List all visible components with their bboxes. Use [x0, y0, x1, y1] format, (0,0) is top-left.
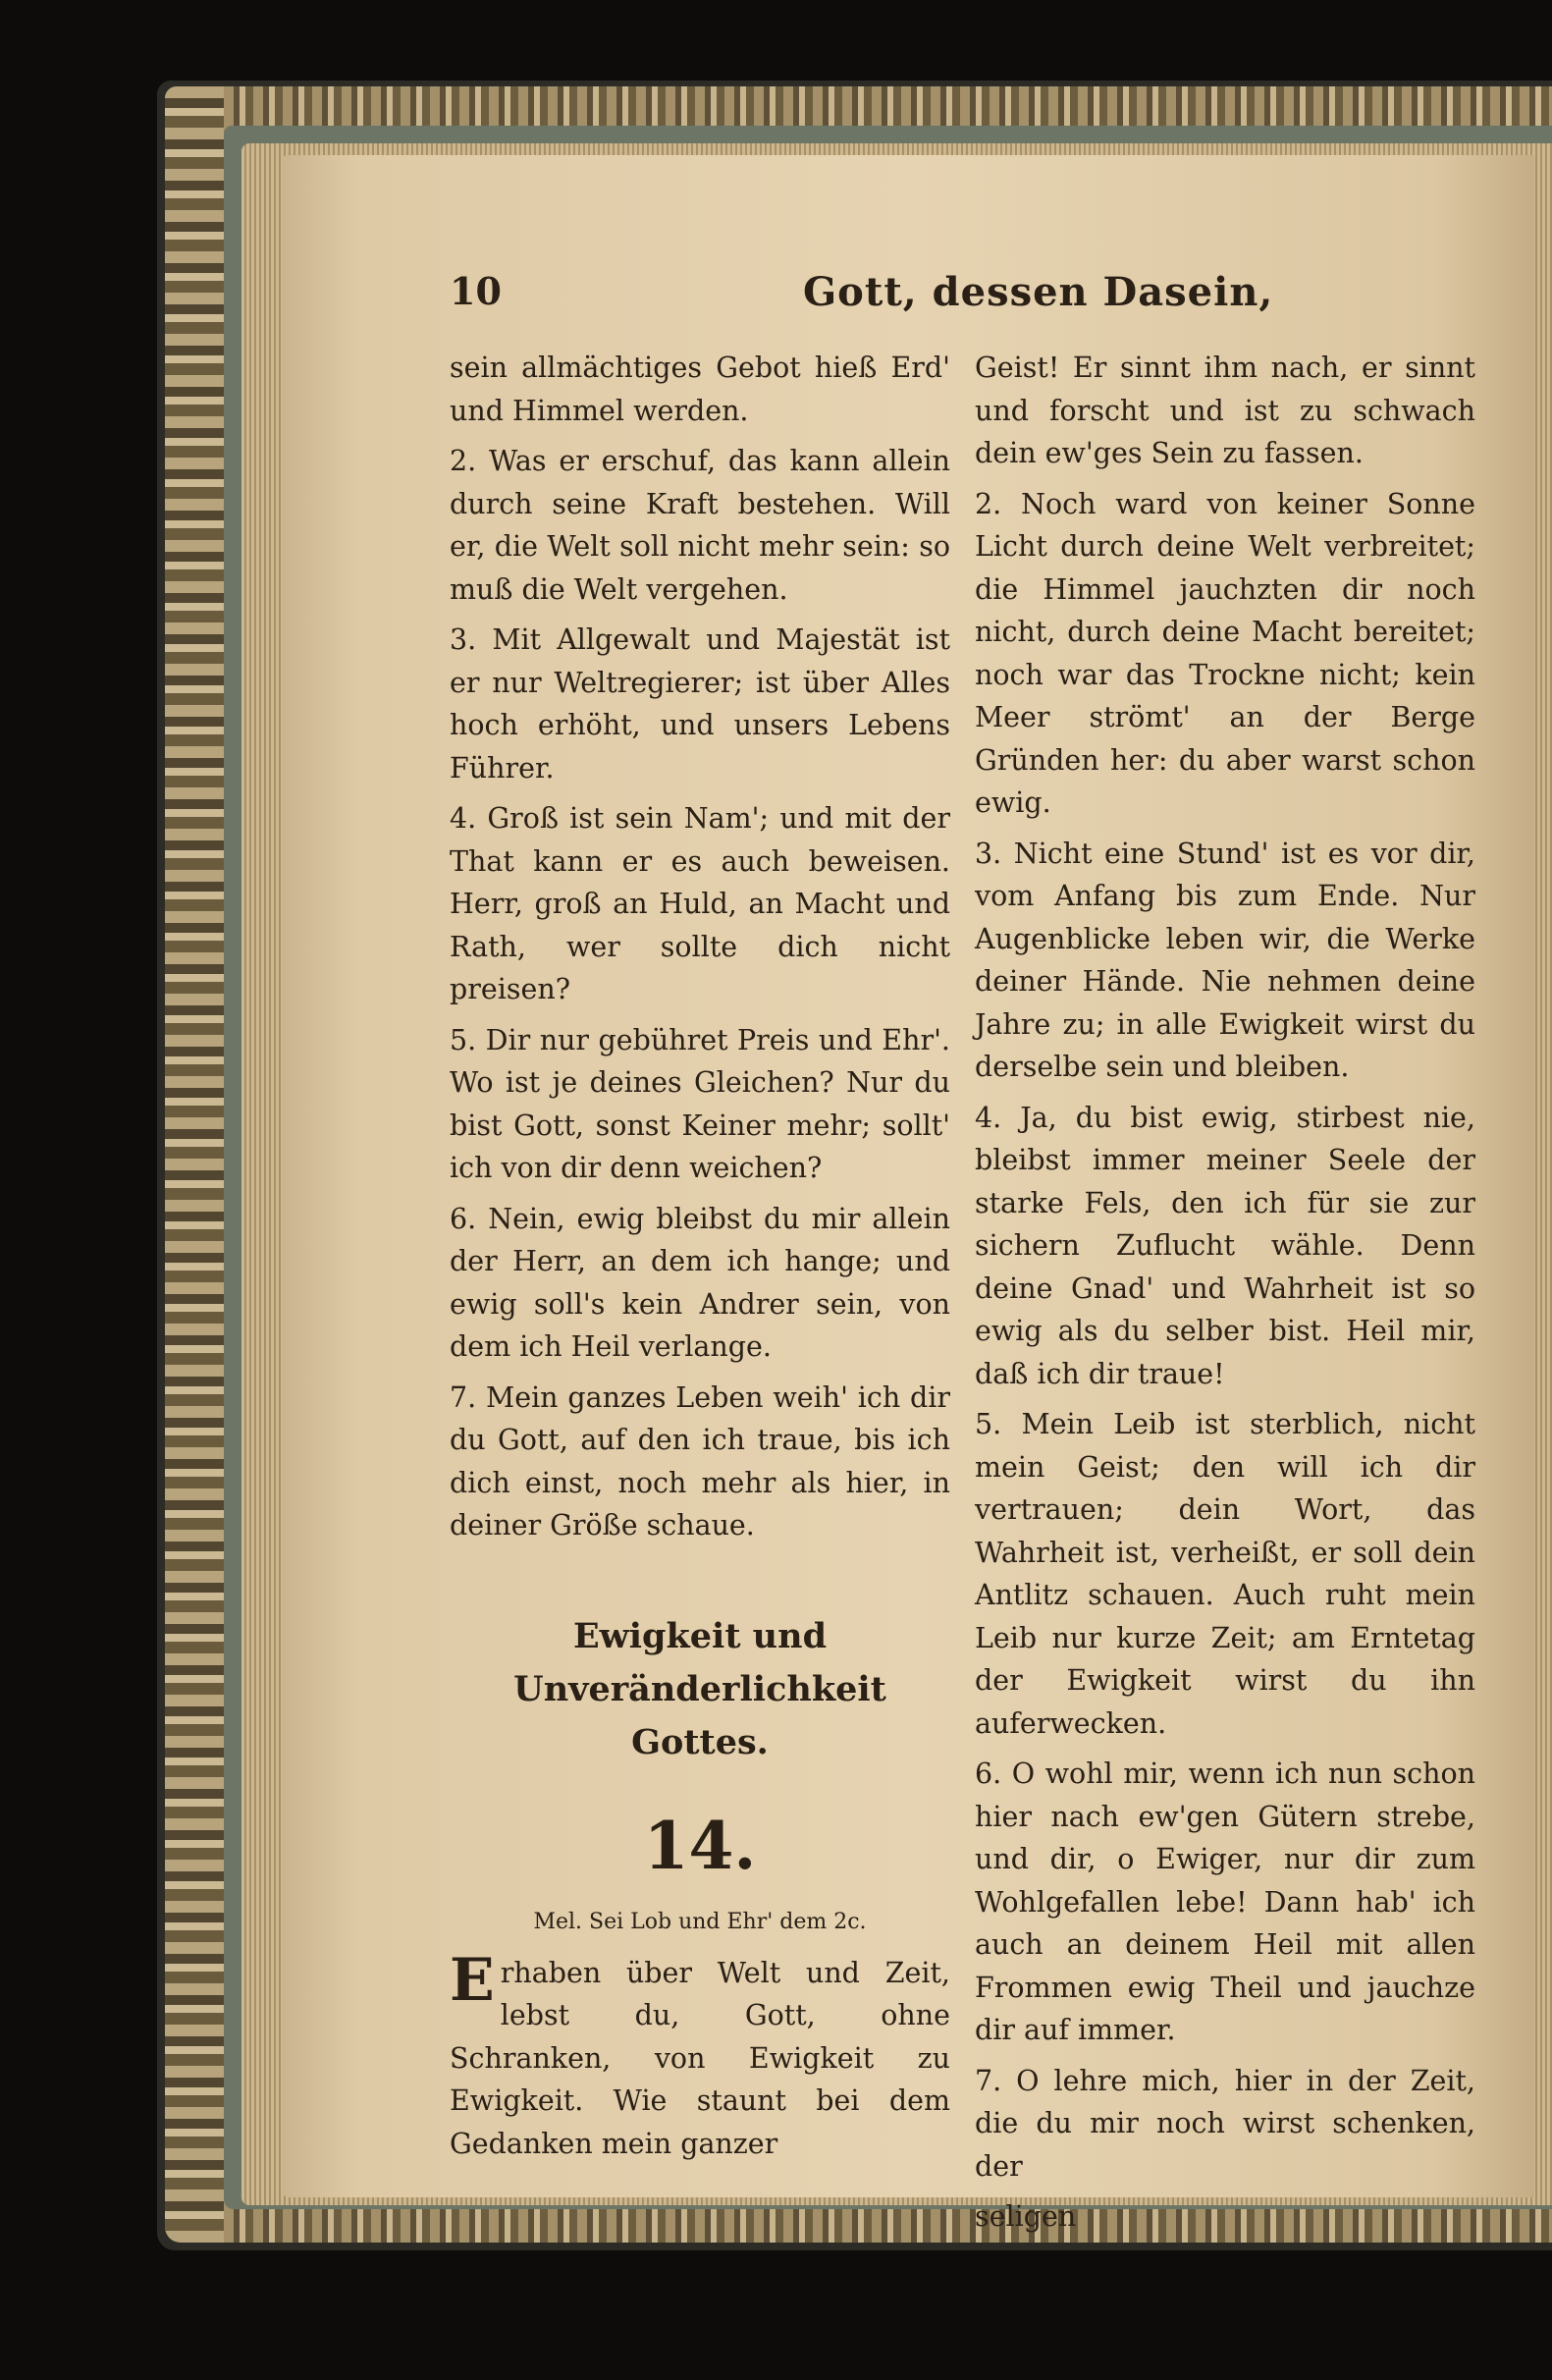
- right-column: [975, 347, 1475, 2246]
- melody-note: Mel. Sei Lob und Ehr' dem 2c.: [533, 1909, 867, 1934]
- verse-paragraph: 7. O lehre mich, hier in der Zeit, die du mir noch wirst schenken, der: [975, 2064, 1475, 2183]
- verse-paragraph: Geist! Er sinnt ihm nach, er sinnt und forscht und ist zu schwach dein ew'ges Sein zu fassen.: [975, 352, 1475, 469]
- hymn-number: 14.: [643, 1807, 757, 1884]
- page-number: 10: [450, 269, 502, 313]
- verse-paragraph: 5. Mein Leib ist sterblich, nicht mein Geist; den will ich dir vertrauen; dein Wort, das Wahrheit ist, verheißt, er soll dein Antlitz schauen. Auch ruht mein Leib nur kurze Zeit; am Erntetag der Ewigkeit wirst du ihn auferwecken.: [975, 1408, 1475, 1740]
- verse-paragraph: 4. Groß ist sein Nam'; und mit der That kann er es auch beweisen. Herr, groß an Huld, an Macht und Rath, wer sollte dich nicht preisen?: [450, 802, 950, 1005]
- verse-paragraph: 6. O wohl mir, wenn ich nun schon hier nach ew'gen Gütern strebe, und dir, o Ewiger, nur dir zum Wohlgefallen lebe! Dann hab' ich auch an deinem Heil mit allen Frommen ewig Theil und jauchze dir auf immer.: [975, 1758, 1475, 2046]
- first-verse-text: rhaben über Welt und Zeit, lebst du, Gott, ohne Schranken, von Ewigkeit zu Ewigkeit. Wie staunt bei dem Gedanken mein ganzer: [450, 1956, 950, 2160]
- first-verse: [450, 1945, 950, 2166]
- verse-paragraph: 3. Mit Allgewalt und Majestät ist er nur Weltregierer; ist über Alles hoch erhöht, und unsers Lebens Führer.: [450, 623, 950, 784]
- book-page: [283, 155, 1534, 2233]
- catchword: seligen: [975, 2200, 1077, 2233]
- verse-paragraph: sein allmächtiges Gebot hieß Erd' und Himmel werden.: [450, 352, 950, 427]
- section-title: Ewigkeit und Unveränderlichkeit Gottes.: [513, 1615, 886, 1762]
- verse-paragraph: 2. Noch ward von keiner Sonne Licht durch deine Welt verbreitet; die Himmel jauchzten dir noch nicht, durch deine Macht bereitet; noch war das Trockne nicht; kein Meer strömt' an der Berge Gründen her: du aber warst schon ewig.: [975, 487, 1475, 819]
- page-header: [450, 263, 1431, 342]
- drop-cap: E: [450, 1945, 495, 2015]
- verse-paragraph: 5. Dir nur gebühret Preis und Ehr'. Wo ist je deines Gleichen? Nur du bist Gott, sonst Keiner mehr; sollt' ich von dir denn weichen?: [450, 1023, 950, 1184]
- running-title: Gott, dessen Dasein,: [803, 269, 1274, 315]
- verse-paragraph: 7. Mein ganzes Leben weih' ich dir du Gott, auf den ich traue, bis ich dich einst, noch mehr als hier, in deiner Größe schaue.: [450, 1380, 950, 1542]
- verse-paragraph: 3. Nicht eine Stund' ist es vor dir, vom Anfang bis zum Ende. Nur Augenblicke leben wir, die Werke deiner Hände. Nie nehmen deine Jahre zu; in alle Ewigkeit wirst du derselbe sein und bleiben.: [975, 837, 1475, 1083]
- verse-paragraph: 2. Was er erschuf, das kann allein durch seine Kraft bestehen. Will er, die Welt soll nicht mehr sein: so muß die Welt vergehen.: [450, 445, 950, 606]
- verse-paragraph: 4. Ja, du bist ewig, stirbest nie, bleibst immer meiner Seele der starke Fels, den ich für sie zur sichern Zuflucht wähle. Denn deine Gnad' und Wahrheit ist so ewig als du selber bist. Heil mir, daß ich dir traue!: [975, 1101, 1475, 1390]
- verse-paragraph: 6. Nein, ewig bleibst du mir allein der Herr, an dem ich hange; und ewig soll's kein Andrer sein, von dem ich Heil verlange.: [450, 1202, 950, 1363]
- gilt-border-left: [165, 86, 224, 2243]
- left-column: [450, 347, 950, 2173]
